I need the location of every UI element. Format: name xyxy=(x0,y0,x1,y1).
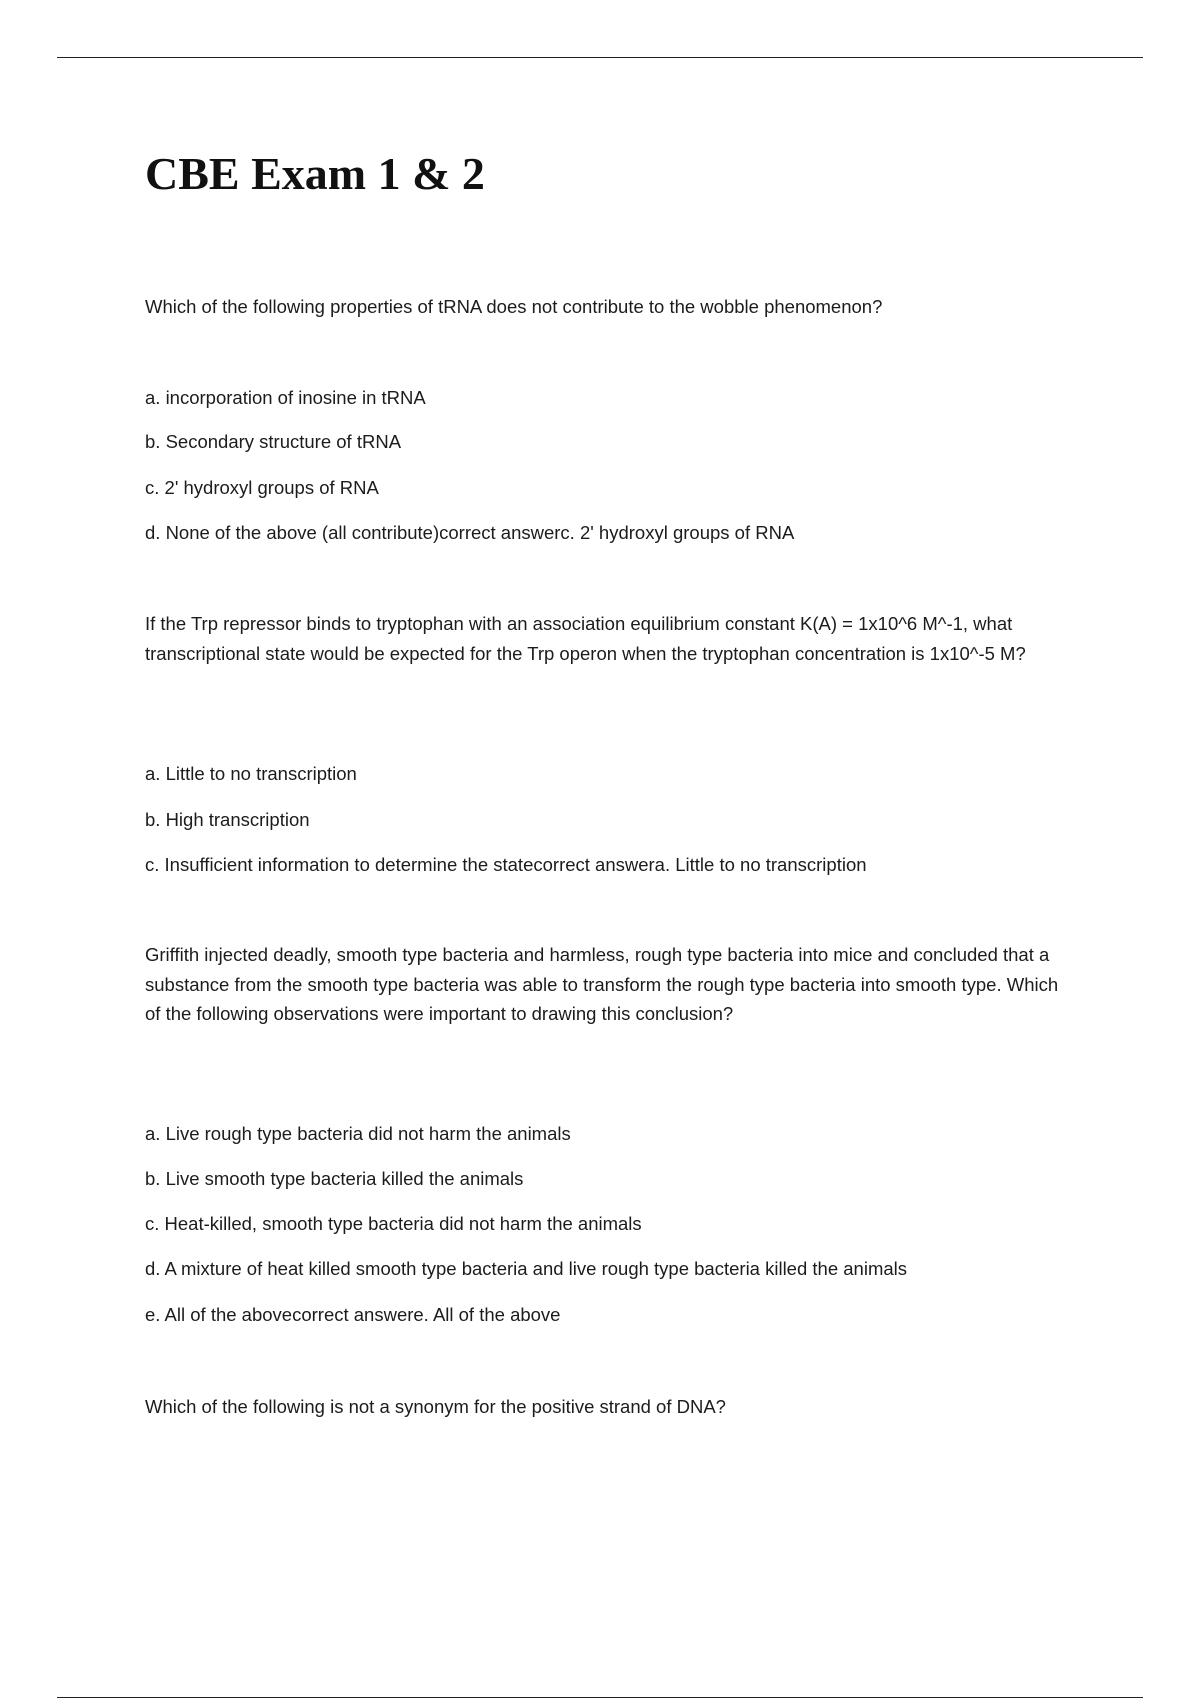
question-3-option-d: d. A mixture of heat killed smooth type bacteria and live rough type bacteria killed the animals xyxy=(145,1258,908,1279)
question-2-option-a: a. Little to no transcription xyxy=(145,763,357,784)
question-4-text: Which of the following is not a synonym for the positive strand of DNA? xyxy=(145,1396,726,1417)
question-3-option-e: e. All of the abovecorrect answere. All of the above xyxy=(145,1304,561,1325)
question-2-text: If the Trp repressor binds to tryptophan with an association equilibrium constant K(A) = 1x10^6 M^-1, what transcriptional state would be expected for the Trp operon when the tryptophan concentration is 1x10^-5 M? xyxy=(145,613,1026,664)
question-3-option-b: b. Live smooth type bacteria killed the animals xyxy=(145,1168,524,1189)
question-2-option-b: b. High transcription xyxy=(145,809,310,830)
question-1-option-d: d. None of the above (all contribute)correct answerc. 2' hydroxyl groups of RNA xyxy=(145,522,795,543)
question-3-option-a: a. Live rough type bacteria did not harm the animals xyxy=(145,1123,571,1144)
document-title: CBE Exam 1 & 2 xyxy=(145,148,485,199)
question-1-text: Which of the following properties of tRNA does not contribute to the wobble phenomenon? xyxy=(145,296,883,317)
question-3-text: Griffith injected deadly, smooth type bacteria and harmless, rough type bacteria into mice and concluded that a substance from the smooth type bacteria was able to transform the rough type bacteria into smooth type. Which of the following observations were important to drawing this conclusion? xyxy=(145,944,1059,1024)
bottom-rule xyxy=(57,1697,1143,1698)
question-2-option-c: c. Insufficient information to determine the statecorrect answera. Little to no transcription xyxy=(145,854,867,875)
question-3-option-c: c. Heat-killed, smooth type bacteria did not harm the animals xyxy=(145,1213,642,1234)
question-1-option-a: a. incorporation of inosine in tRNA xyxy=(145,387,426,408)
question-1-option-c: c. 2' hydroxyl groups of RNA xyxy=(145,477,379,498)
question-1-option-b: b. Secondary structure of tRNA xyxy=(145,431,402,452)
top-rule xyxy=(57,57,1143,58)
